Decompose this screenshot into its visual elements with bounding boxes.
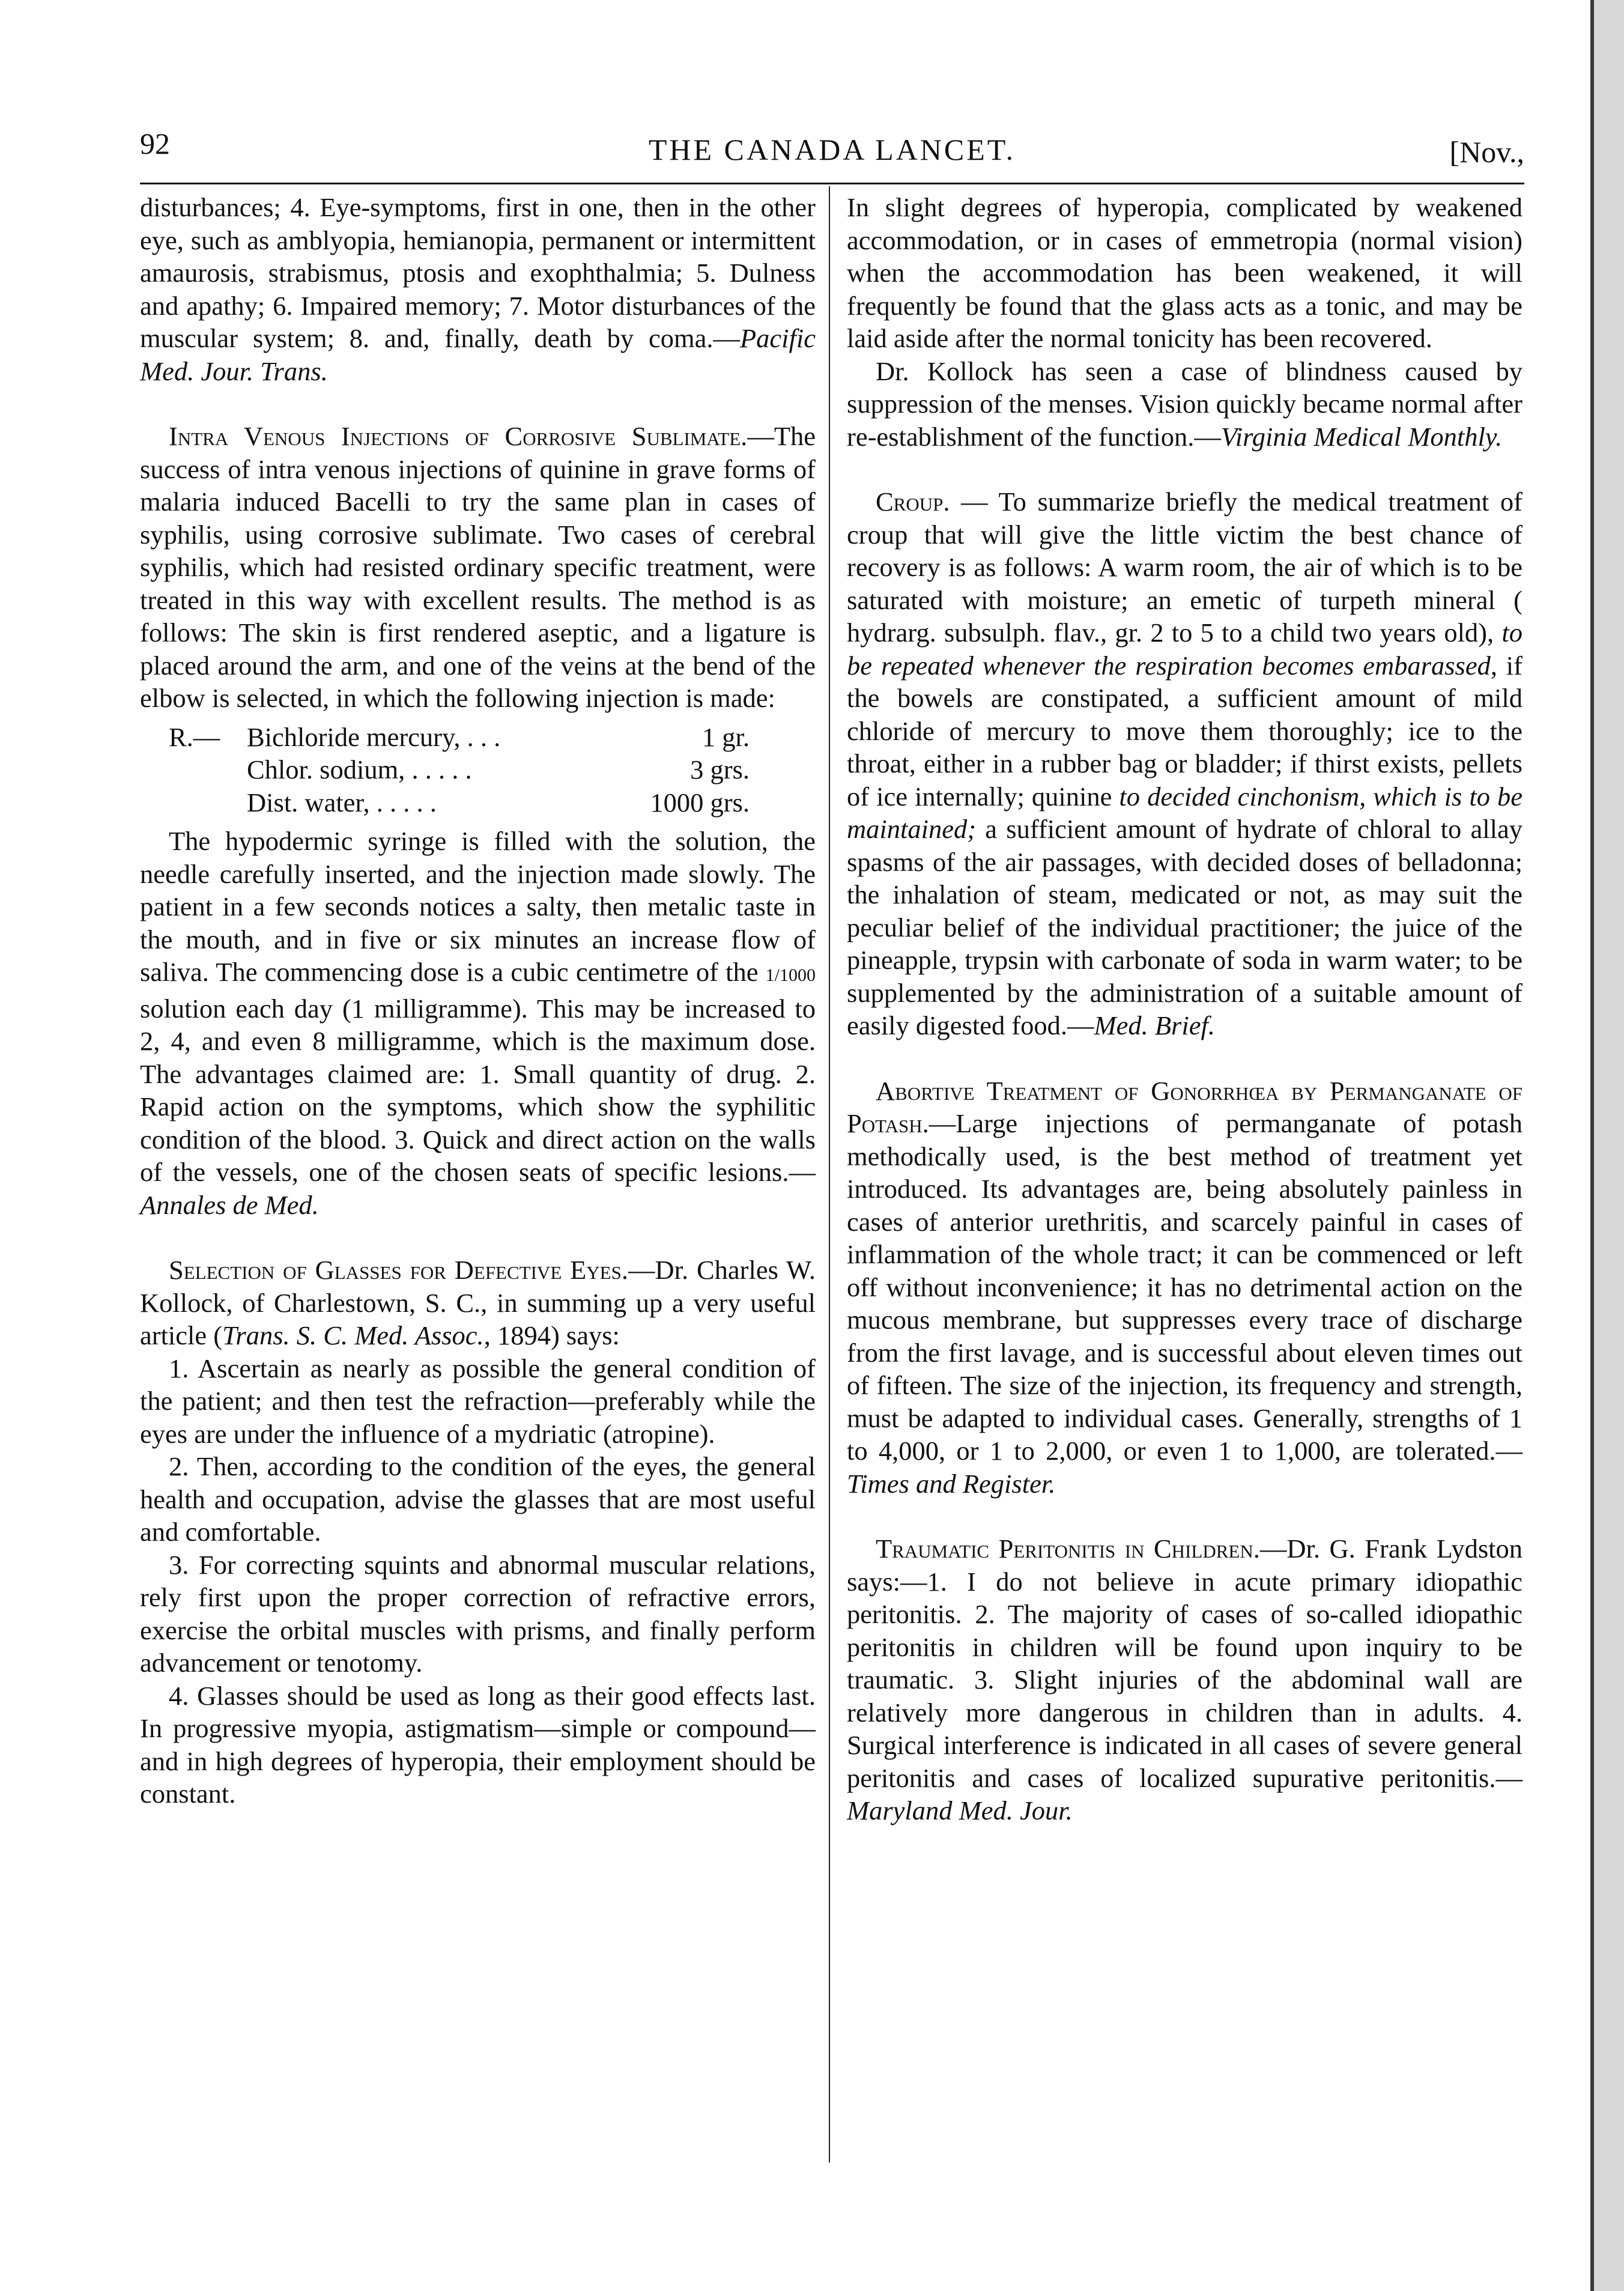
article-heading: Traumatic Peritonitis in Children. (876, 1534, 1260, 1564)
source-citation: Med. Brief. (1094, 1010, 1215, 1040)
article-peritonitis: Traumatic Peritonitis in Children.—Dr. G. Frank Lydston says:—1. I do not believe in acute primary idiopathic peritonitis. 2. The majority of cases of so-called idiopathic peritonitis in children will be found upon inquiry to be traumatic. 3. Slight injuries of the abdominal wall are relatively more dangerous in children than in adults. 4. Surgical interference is indicated in all cases of severe general peritonitis and cases of localized supurative peritonitis.—Maryland Med. Jour. (847, 1534, 1522, 1825)
fraction: 1/1000 (765, 965, 816, 985)
article-paragraph: 1. Ascertain as nearly as possible the general condition of the patient; and then test the refraction—preferably while the eyes are under the influence of a mydriatic (atropine). (140, 1353, 816, 1449)
source-citation: Pacific Med. Jour. Trans. (140, 323, 816, 386)
article-heading: Intra Venous Injections of Corrosive Sublimate. (169, 421, 748, 451)
header-rule (140, 183, 1524, 184)
article-heading: Abortive Treatment of Gonorrhœa by Permanganate of Potash. (847, 1075, 1522, 1138)
source-citation: Times and Register. (847, 1468, 1056, 1499)
source-citation: Maryland Med. Jour. (847, 1795, 1073, 1825)
book-edge (1590, 0, 1624, 2291)
article-heading: Selection of Glasses for Defective Eyes. (169, 1255, 628, 1285)
article-gonorrhoea: Abortive Treatment of Gonorrhœa by Permanganate of Potash.—Large injections of permanganate of potash methodically used, is the best method of treatment yet introduced. Its advantages are, being absolutely painless in cases of anterior urethritis, and scarcely painful in cases of inflammation of the whole tract; it can be commenced or left off without inconvenience; it has no detrimental action on the mucous membrane, but suppresses every trace of discharge from the first lavage, and is successful about eleven times out of fifteen. The size of the injection, its frequency and strength, must be adapted to individual cases. Generally, strengths of 1 to 4,000, or 1 to 2,000, or even 1 to 1,000, are tolerated.—Times and Register. (847, 1075, 1522, 1499)
article-sublimate: Intra Venous Injections of Corrosive Sublimate.—The success of intra venous injections of quinine in grave forms of malaria induced Bacelli to try the same plan in cases of syphilis, using corrosive sublimate. Two cases of cerebral syphilis, which had resisted ordinary specific treatment, were treated in this way with excellent results. The method is as follows: The skin is first rendered aseptic, and a ligature is placed around the arm, and one of the veins at the bend of the elbow is selected, in which the following injection is made: (140, 421, 816, 713)
article-paragraph: The hypodermic syringe is filled with the solution, the needle carefully inserted, and the injection made slowly. The patient in a few seconds notices a salty, then metalic taste in the mouth, and in five or six minutes an increase flow of saliva. The commencing dose is a cubic centimetre of the 1/1000 solution each day (1 milligramme). This may be increased to 2, 4, and even 8 milligramme, which is the maximum dose. The advantages claimed are: 1. Small quantity of drug. 2. Rapid action on the symptoms, which show the syphilitic condition of the blood. 3. Quick and direct action on the walls of the vessels, one of the chosen seats of specific lesions.—Annales de Med. (140, 826, 816, 1220)
left-column (140, 191, 816, 1810)
prescription-line: Dist. water, . . . . . 1000 grs. (247, 787, 750, 818)
article-paragraph: 2. Then, according to the condition of the eyes, the general health and occupation, advise the glasses that are most useful and comfortable. (140, 1451, 816, 1547)
article-glasses: Selection of Glasses for Defective Eyes.—Dr. Charles W. Kollock, of Charlestown, S. C., in summing up a very useful article (Trans. S. C. Med. Assoc., 1894) says: (140, 1255, 816, 1350)
issue-month: [Nov., (1449, 135, 1524, 169)
prescription-line: R.— Bichloride mercury, . . . 1 gr. (169, 721, 750, 752)
source-citation: Annales de Med. (140, 1189, 319, 1220)
prescription-line: Chlor. sodium, . . . . . 3 grs. (247, 754, 750, 784)
column-divider (829, 186, 830, 2162)
prescription-block (140, 721, 816, 819)
journal-title: THE CANADA LANCET. (648, 133, 1016, 166)
article-croup: Croup. — To summarize briefly the medical treatment of croup that will give the little victim the best chance of recovery is as follows: A warm room, the air of which is to be saturated with moisture; an emetic of turpeth mineral ( hydrarg. subsulph. flav., gr. 2 to 5 to a child two years old), to be repeated whenever the respiration becomes embarassed, if the bowels are constipated, a sufficient amount of mild chloride of mercury to move them thoroughly; ice to the throat, either in a rubber bag or bladder; if thirst exists, pellets of ice internally; quinine to decided cinchonism, which is to be maintained; a sufficient amount of hydrate of chloral to allay spasms of the air passages, with decided doses of belladonna; the inhalation of steam, medicated or not, as may suit the peculiar belief of the individual practitioner; the juice of the pineapple, trypsin with carbonate of soda in warm water; to be supplemented by the administration of a suitable amount of easily digested food.—Med. Brief. (847, 487, 1522, 1040)
article-paragraph: Dr. Kollock has seen a case of blindness caused by suppression of the menses. Vision quickly became normal after re-establishment of the function.—Virginia Medical Monthly. (847, 356, 1522, 452)
right-column (847, 191, 1522, 1827)
source-citation: Virginia Medical Monthly. (1220, 421, 1503, 452)
article-paragraph: 3. For correcting squints and abnormal muscular relations, rely first upon the proper correction of refractive errors, exercise the orbital muscles with prisms, and finally perform advancement or tenotomy. (140, 1549, 816, 1678)
continued-paragraph: disturbances; 4. Eye-symptoms, first in one, then in the other eye, such as amblyopia, hemianopia, permanent or intermittent amaurosis, strabismus, ptosis and exophthalmia; 5. Dulness and apathy; 6. Impaired memory; 7. Motor disturbances of the muscular system; 8. and, finally, death by coma.—Pacific Med. Jour. Trans. (140, 192, 816, 386)
article-paragraph: 4. Glasses should be used as long as their good effects last. In progressive myopia, astigmatism—simple or compound—and in high degrees of hyperopia, their employment should be constant. (140, 1680, 816, 1809)
page-number: 92 (140, 127, 170, 160)
running-header (140, 126, 1524, 180)
article-heading: Croup. (876, 487, 950, 517)
article-paragraph: In slight degrees of hyperopia, complicated by weakened accommodation, or in cases of emmetropia (normal vision) when the accommodation has been weakened, it will frequently be found that the glass acts as a tonic, and may be laid aside after the normal tonicity has been recovered. (847, 192, 1522, 353)
